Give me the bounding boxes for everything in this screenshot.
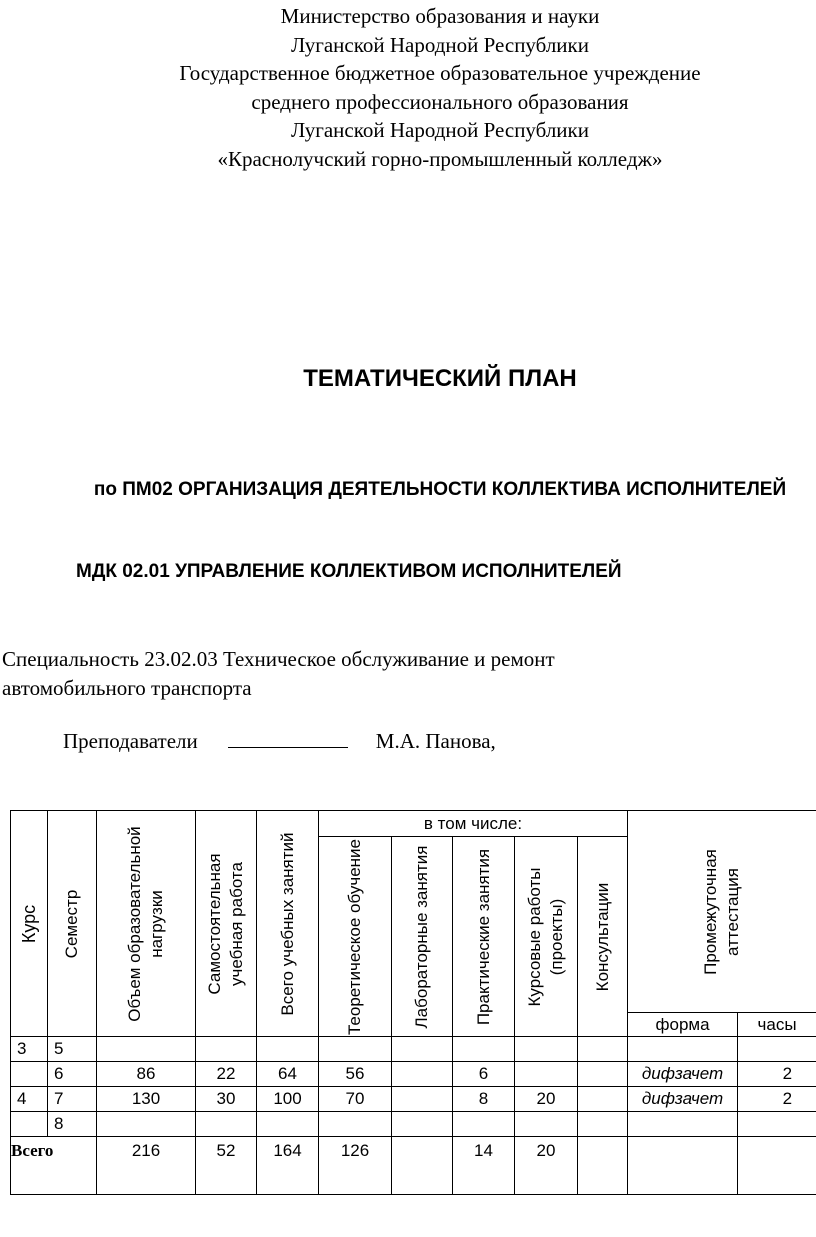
header-practical: Практические занятия [453, 837, 515, 1037]
module-title: по ПМ02 ОРГАНИЗАЦИЯ ДЕЯТЕЛЬНОСТИ КОЛЛЕКТИВА ИСПОЛНИТЕЛЕЙ [93, 479, 787, 500]
header-total-classes: Всего учебных занятий [257, 811, 319, 1037]
header-hours: часы [738, 1013, 816, 1037]
header-course: Курс [11, 811, 48, 1037]
header-line: Министерство образования и науки [280, 4, 600, 28]
teacher-name: М.А. Панова, [375, 729, 496, 753]
teachers-line [63, 729, 496, 754]
total-label: Всего [11, 1137, 97, 1195]
course-title: МДК 02.01 УПРАВЛЕНИЕ КОЛЛЕКТИВОМ ИСПОЛНИТЕЛЕЙ [76, 561, 622, 582]
header-line: «Краснолучский горно-промышленный колледж» [217, 146, 663, 171]
document-title: ТЕМАТИЧЕСКИЙ ПЛАН [303, 365, 577, 392]
table-row: 8 [11, 1112, 816, 1137]
institution-header [0, 2, 816, 173]
teachers-label: Преподаватели [63, 729, 198, 753]
table-row: 3 5 [11, 1037, 816, 1062]
header-line: Государственное бюджетное образовательное учреждение [179, 61, 701, 85]
header-self-study: Самостоятельная учебная работа [196, 811, 257, 1037]
header-coursework: Курсовые работы (проекты) [515, 837, 578, 1037]
header-theory: Теоретическое обучение [319, 837, 392, 1037]
header-line: Луганской Народной Республики [291, 32, 589, 57]
table-total-row: Всего 216 52 164 126 14 20 [11, 1137, 816, 1195]
header-semester: Семестр [48, 811, 97, 1037]
table-row: 6 86 22 64 56 6 дифзачет 2 [11, 1062, 816, 1087]
header-including: в том числе: [319, 811, 628, 837]
header-attestation: Промежуточная аттестация [628, 811, 816, 1013]
header-line: Луганской Народной Республики [291, 118, 589, 142]
specialty-text: Специальность 23.02.03 Техническое обслуживание и ремонт автомобильного транспорта [2, 647, 555, 700]
header-lab: Лабораторные занятия [392, 837, 453, 1037]
thematic-plan-table [10, 810, 816, 1195]
signature-line [228, 729, 348, 748]
header-line: среднего профессионального образования [251, 89, 629, 114]
header-consultations: Консультации [578, 837, 628, 1037]
header-volume: Объем образовательной нагрузки [97, 811, 196, 1037]
table-row: 4 7 130 30 100 70 8 20 дифзачет 2 [11, 1087, 816, 1112]
header-form: форма [628, 1013, 738, 1037]
